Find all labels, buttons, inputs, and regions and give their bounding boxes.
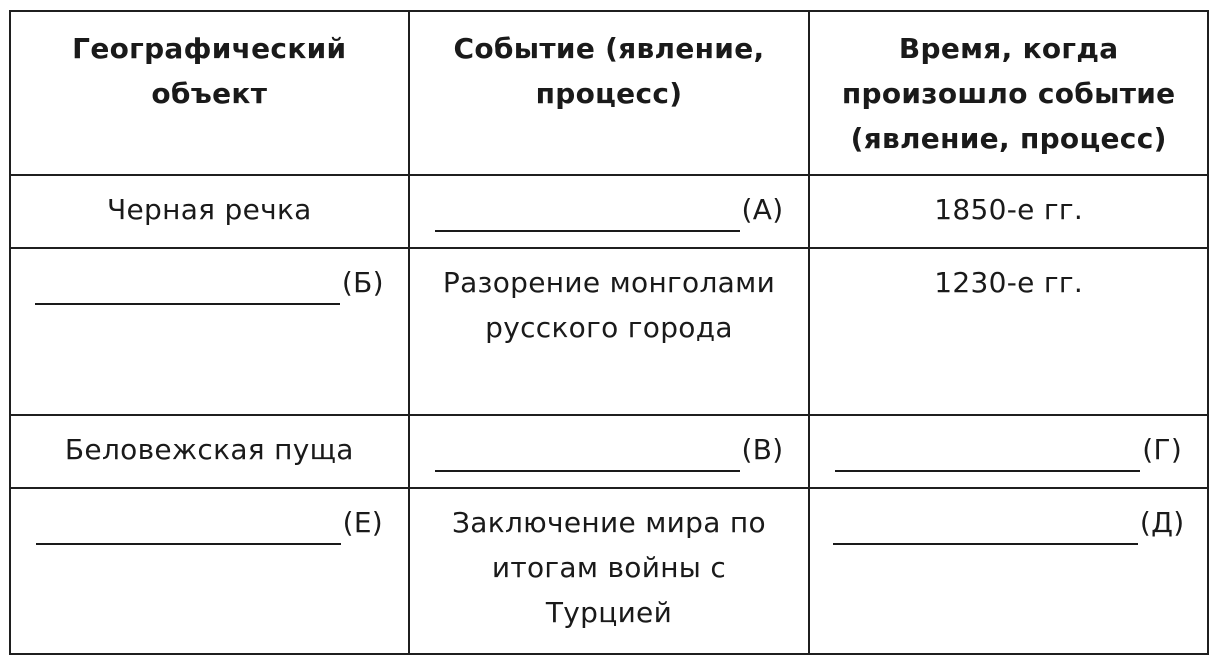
- blank-line: [833, 509, 1138, 545]
- blank-letter: (Д): [1139, 505, 1185, 539]
- history-table: [9, 10, 1209, 655]
- blank-field-a[interactable]: [435, 187, 784, 232]
- blank-field-v[interactable]: [435, 427, 784, 472]
- table-row: [10, 175, 1208, 248]
- blank-line: [36, 509, 341, 545]
- cell-time: [809, 415, 1208, 488]
- blank-field-e[interactable]: [36, 500, 383, 545]
- header-geographic-object: [10, 11, 409, 175]
- table-row: [10, 415, 1208, 488]
- header-geographic-object-text: Географический объект: [72, 32, 347, 110]
- cell-event: [409, 488, 810, 654]
- cell-object-text: Беловежская пуща: [64, 432, 354, 466]
- table-row: [10, 488, 1208, 654]
- blank-line: [835, 436, 1140, 472]
- cell-object: [10, 415, 409, 488]
- blank-letter: (А): [741, 193, 784, 227]
- blank-line: [435, 196, 740, 232]
- blank-field-g[interactable]: [835, 427, 1182, 472]
- header-time-text: Время, когда произошло событие (явление, процесс): [841, 32, 1176, 155]
- blank-field-b[interactable]: [35, 260, 384, 305]
- blank-field-d[interactable]: [833, 500, 1185, 545]
- header-event: [409, 11, 810, 175]
- cell-time: [809, 488, 1208, 654]
- cell-event: [409, 248, 810, 414]
- table-header-row: [10, 11, 1208, 175]
- blank-line: [35, 269, 340, 305]
- cell-object: [10, 175, 409, 248]
- blank-letter: (Г): [1142, 432, 1183, 466]
- cell-time: [809, 248, 1208, 414]
- cell-object-text: Черная речка: [107, 193, 312, 227]
- blank-line: [435, 436, 740, 472]
- cell-object: [10, 488, 409, 654]
- cell-event: [409, 415, 810, 488]
- header-time: [809, 11, 1208, 175]
- cell-time-text: 1230-е гг.: [934, 266, 1084, 300]
- cell-event: [409, 175, 810, 248]
- cell-event-text: Разорение монголами русского города: [442, 266, 776, 345]
- cell-object: [10, 248, 409, 414]
- table-row: [10, 248, 1208, 414]
- header-event-text: Событие (явление, процесс): [453, 32, 765, 110]
- blank-letter: (Б): [341, 266, 384, 300]
- cell-time-text: 1850-е гг.: [934, 193, 1084, 227]
- cell-time: [809, 175, 1208, 248]
- blank-letter: (В): [741, 432, 784, 466]
- cell-event-text: Заключение мира по итогам войны с Турцией: [452, 505, 766, 629]
- blank-letter: (Е): [342, 505, 384, 539]
